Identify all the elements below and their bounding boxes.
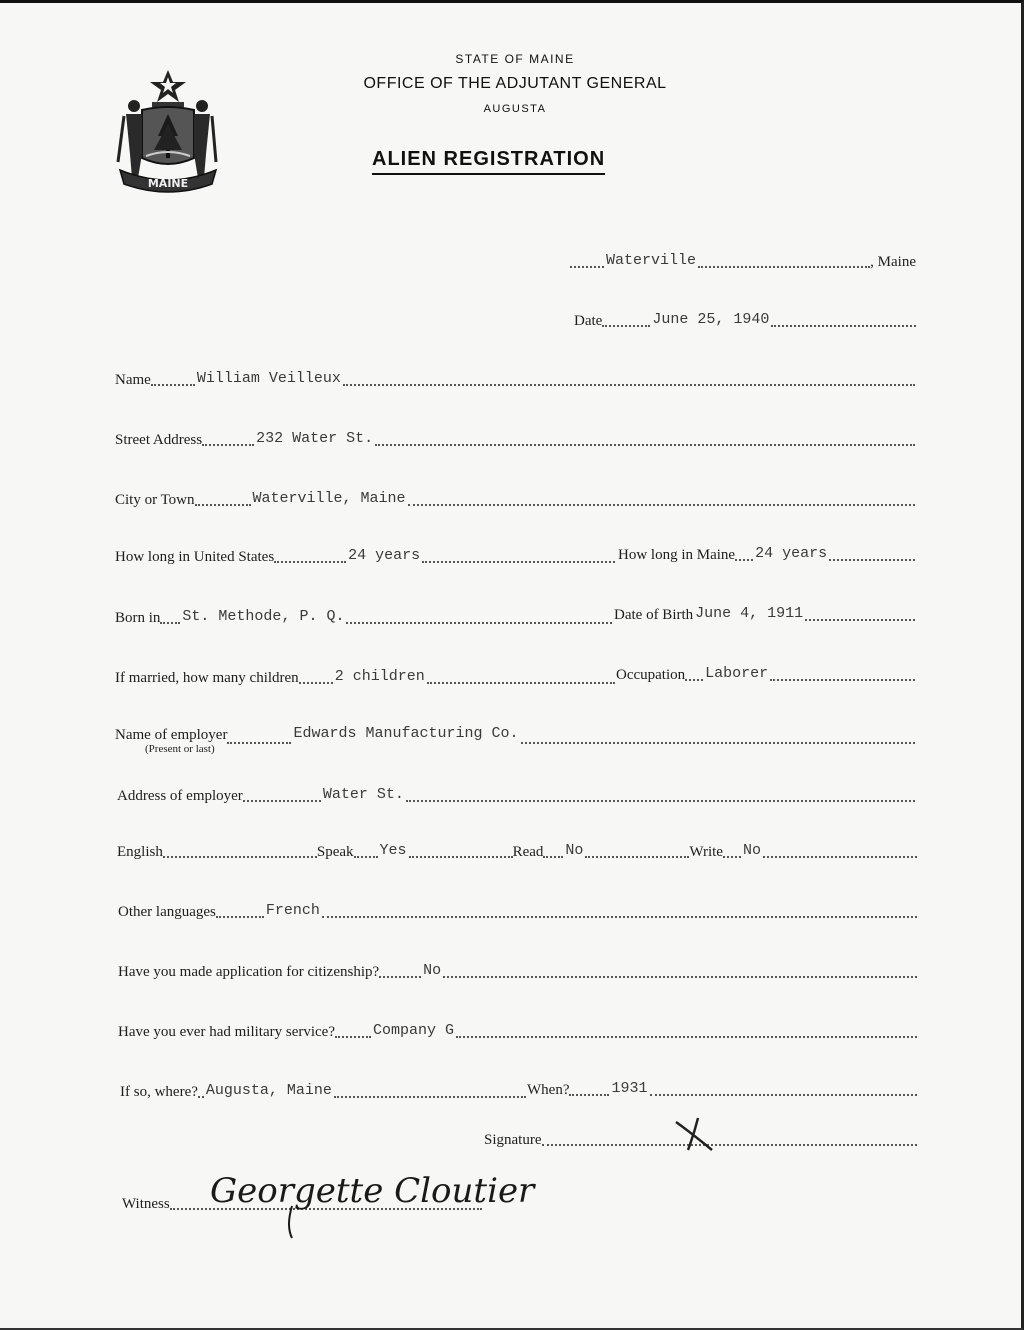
children-value: 2 children xyxy=(334,668,425,685)
children-row xyxy=(115,666,615,688)
where-row xyxy=(120,1080,526,1102)
other-languages-row xyxy=(118,900,917,922)
dob-row xyxy=(614,603,915,625)
header-state: STATE OF MAINE xyxy=(455,52,575,66)
born-label: Born in xyxy=(115,610,161,626)
city-label: City or Town xyxy=(115,492,195,508)
dob-label: Date of Birth xyxy=(614,607,694,623)
speak-label: Speak xyxy=(316,844,354,860)
employer-label: Name of employer xyxy=(115,727,228,743)
children-label: If married, how many children xyxy=(115,670,299,686)
occupation-label: Occupation xyxy=(616,667,686,683)
name-value: William Veilleux xyxy=(196,370,341,387)
english-row xyxy=(117,840,917,862)
signature-x-mark xyxy=(668,1114,716,1154)
employer-value: Edwards Manufacturing Co. xyxy=(293,725,519,742)
military-value: Company G xyxy=(373,1022,455,1039)
form-title: ALIEN REGISTRATION xyxy=(372,148,605,175)
citizenship-label: Have you made application for citizenship? xyxy=(118,964,380,980)
citizenship-row xyxy=(118,960,917,982)
header-office: OFFICE OF THE ADJUTANT GENERAL xyxy=(363,75,667,92)
maine-time-label: How long in Maine xyxy=(618,547,736,563)
date-value: June 25, 1940 xyxy=(652,311,770,328)
maine-state-seal-icon xyxy=(112,66,224,194)
street-label: Street Address xyxy=(115,432,203,448)
born-value: St. Methode, P. Q. xyxy=(182,608,345,625)
us-time-value: 24 years xyxy=(348,547,421,564)
when-value: 1931 xyxy=(611,1080,648,1097)
read-value: No xyxy=(565,842,584,859)
place-row xyxy=(570,250,916,272)
signature-label: Signature xyxy=(484,1132,542,1148)
city-value: Waterville, Maine xyxy=(252,490,406,507)
place-value: Waterville xyxy=(606,252,697,269)
write-value: No xyxy=(742,842,761,859)
employer-address-row xyxy=(117,784,915,806)
witness-label: Witness xyxy=(122,1196,170,1212)
employer-address-value: Water St. xyxy=(322,786,404,803)
header-city: AUGUSTA xyxy=(483,103,547,115)
employer-address-label: Address of employer xyxy=(117,788,243,804)
us-time-row xyxy=(115,545,615,567)
date-label: Date xyxy=(574,313,603,329)
where-label: If so, where? xyxy=(120,1084,198,1100)
citizenship-value: No xyxy=(423,962,442,979)
street-value: 232 Water St. xyxy=(256,430,374,447)
employer-row xyxy=(115,724,915,758)
when-label: When? xyxy=(527,1082,570,1098)
other-languages-value: French xyxy=(265,902,320,919)
witness-signature-text: Georgette Cloutier xyxy=(210,1171,535,1211)
witness-signature xyxy=(206,1160,556,1240)
other-languages-label: Other languages xyxy=(118,904,216,920)
occupation-value: Laborer xyxy=(705,665,769,682)
street-row xyxy=(115,428,915,450)
name-row xyxy=(115,368,915,390)
name-label: Name xyxy=(115,372,151,388)
english-label: English xyxy=(117,844,163,860)
maine-time-value: 24 years xyxy=(755,545,828,562)
read-label: Read xyxy=(512,844,544,860)
employer-sublabel: (Present or last) xyxy=(145,743,215,755)
us-time-label: How long in United States xyxy=(115,549,275,565)
occupation-row xyxy=(616,663,915,685)
where-value: Augusta, Maine xyxy=(205,1082,332,1099)
when-row xyxy=(527,1078,917,1100)
military-label: Have you ever had military service? xyxy=(118,1024,335,1040)
speak-value: Yes xyxy=(379,842,407,859)
born-row xyxy=(115,606,612,628)
write-label: Write xyxy=(689,844,723,860)
military-row xyxy=(118,1020,917,1042)
city-row xyxy=(115,488,915,510)
seal-banner-text: MAINE xyxy=(147,177,189,190)
dob-value: June 4, 1911 xyxy=(695,605,804,622)
place-suffix: , Maine xyxy=(870,254,916,270)
maine-time-row xyxy=(618,543,915,565)
date-row xyxy=(574,309,916,331)
